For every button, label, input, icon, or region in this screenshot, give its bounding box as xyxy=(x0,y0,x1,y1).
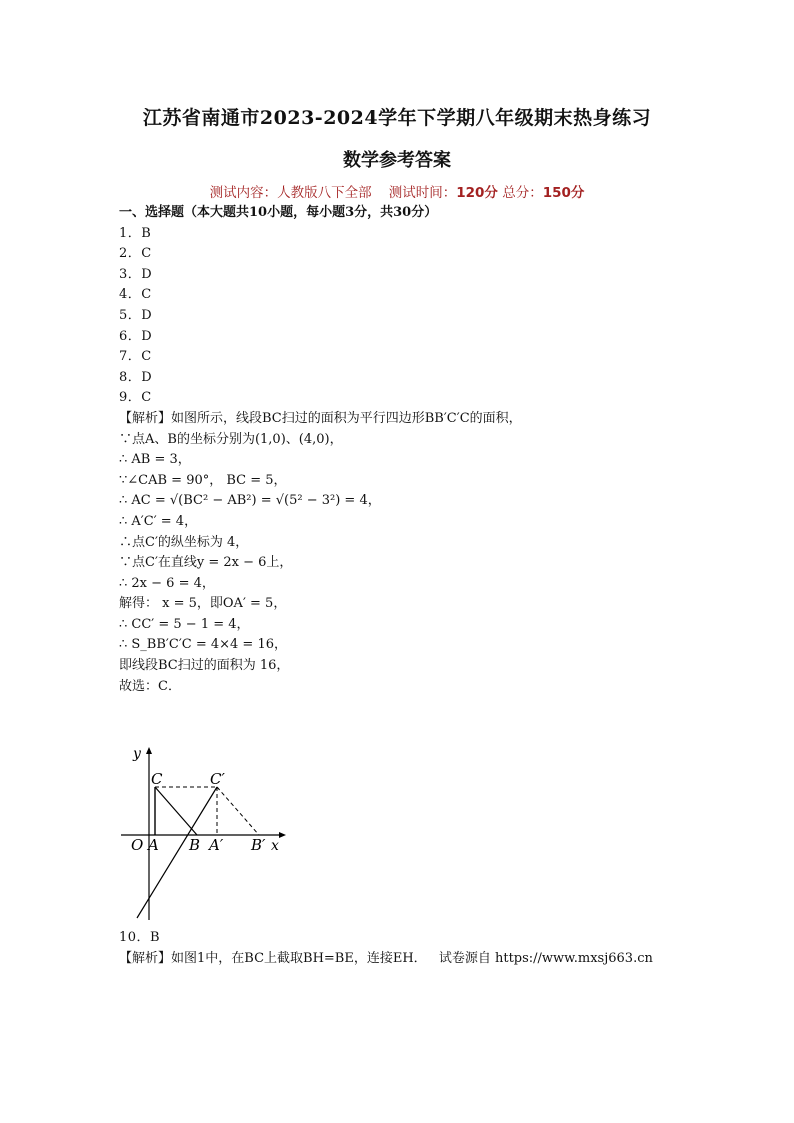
solution-line: 解得： x = 5，即OA′ = 5， xyxy=(119,596,287,612)
answer-item: 9．C xyxy=(119,390,152,406)
meta-content: 测试内容：人教版八下全部 xyxy=(209,185,372,201)
solution-line: ∵点C′在直线y = 2x − 6上， xyxy=(119,555,293,571)
answer-item: 6．D xyxy=(119,328,153,344)
label-x: x xyxy=(271,838,279,854)
analysis-10: 【解析】如图1中，在BC上截取BH=BE，连接EH． xyxy=(119,950,427,966)
label-b: B xyxy=(189,836,201,854)
source-label: 试卷源自 xyxy=(438,950,491,966)
answer-item: 2．C xyxy=(119,246,152,262)
solution-line: ∴ S_BB′C′C = 4×4 = 16， xyxy=(119,637,288,653)
label-c: C xyxy=(151,770,163,788)
label-c-prime: C′ xyxy=(210,770,225,788)
answer-item: 7．C xyxy=(119,349,152,365)
segment-b-prime-c-prime xyxy=(217,787,259,835)
solution-line: 故选：C． xyxy=(119,678,181,694)
meta-time-label: 测试时间： xyxy=(388,185,457,201)
answer-body xyxy=(119,203,679,697)
solution-line: 即线段BC扫过的面积为 16， xyxy=(119,658,290,674)
answer-item: 4．C xyxy=(119,287,152,303)
answer-item: 5．D xyxy=(119,307,153,323)
document-subtitle: 数学参考答案 xyxy=(343,150,451,171)
solution-line: ∵点A、B的坐标分别为(1,0)、(4,0)， xyxy=(119,431,343,447)
meta-total-value: 150分 xyxy=(542,185,585,201)
label-a: A xyxy=(148,836,159,854)
solution-line: ∴ AB = 3， xyxy=(119,452,191,468)
solution-line: ∴ CC′ = 5 − 1 = 4， xyxy=(119,616,250,632)
meta-time-value: 120分 xyxy=(456,185,498,201)
solution-line: 【解析】如图所示，线段BC扫过的面积为平行四边形BB′C′C的面积， xyxy=(119,410,522,426)
solution-line: ∴点C′的纵坐标为 4， xyxy=(119,534,249,550)
label-y: y xyxy=(133,746,141,762)
coordinate-figure xyxy=(119,744,294,924)
tail-section xyxy=(119,928,653,969)
source-url[interactable]: https://www.mxsj663.cn xyxy=(494,950,653,966)
segment-bc xyxy=(155,787,197,835)
answer-item: 8．D xyxy=(119,369,153,385)
test-meta xyxy=(0,181,794,201)
meta-total-label: 总分： xyxy=(502,185,543,201)
x-axis-arrow xyxy=(279,832,286,838)
solution-line: ∴ AC = √(BC² − AB²) = √(5² − 3²) = 4， xyxy=(119,493,381,509)
answer-item: 3．D xyxy=(119,266,153,282)
label-o: O xyxy=(131,836,144,854)
y-axis-arrow xyxy=(146,747,152,754)
solution-line: ∴ 2x − 6 = 4， xyxy=(119,575,215,591)
label-b-prime: B′ xyxy=(251,836,266,854)
solution-line: ∵∠CAB = 90°， BC = 5， xyxy=(119,472,287,488)
answer-item: 10．B xyxy=(119,930,161,945)
document-title: 江苏省南通市2023-2024学年下学期八年级期末热身练习 xyxy=(142,107,652,129)
label-a-prime: A′ xyxy=(209,836,224,854)
answer-item: 1．B xyxy=(119,225,152,241)
solution-line: ∴ A′C′ = 4， xyxy=(119,513,198,529)
section-heading: 一、选择题（本大题共10小题，每小题3分，共30分） xyxy=(119,205,438,220)
solution-line xyxy=(119,949,653,970)
